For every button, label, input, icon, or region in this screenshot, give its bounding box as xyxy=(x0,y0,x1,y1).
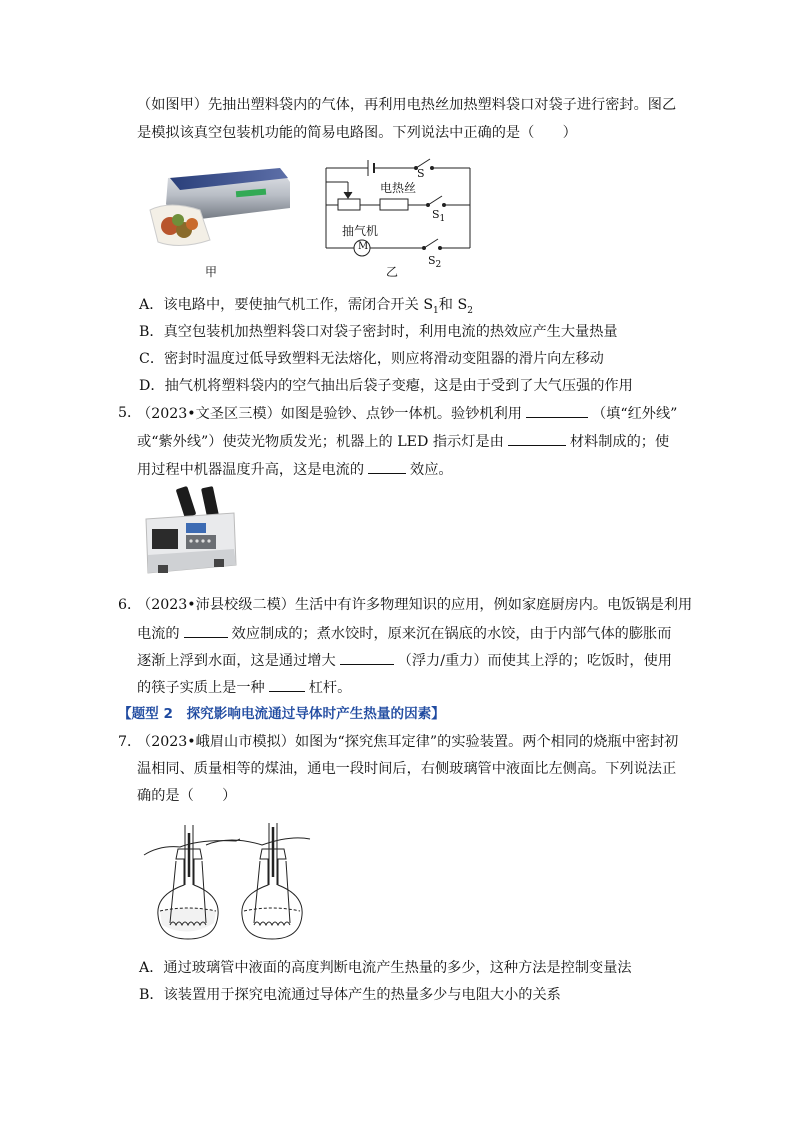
q6-text-line1: （2023•沛县校级二模）生活中有许多物理知识的应用，例如家庭厨房内。电饭锅是利用 xyxy=(137,597,693,613)
q5-text-line1: （2023•文圣区三模）如图是验钞、点钞一体机。验钞机利用 （填“红外线” xyxy=(137,403,677,424)
circuit-label-s1: $S_1$ xyxy=(432,208,446,225)
circuit-label-fan: 抽气机 xyxy=(342,224,379,238)
fig-jia-label: 甲 xyxy=(205,265,218,279)
q7-option-b: B．该装置用于探究电流通过导体产生的热量多少与电阻大小的关系 xyxy=(139,987,561,1003)
joule-apparatus-diagram xyxy=(140,815,330,945)
vacuum-sealer-image xyxy=(140,160,300,260)
q6-blank-2[interactable] xyxy=(340,650,394,665)
q5-blank-3[interactable] xyxy=(368,459,406,474)
q7-number: 7． xyxy=(118,734,142,750)
q5-blank-2[interactable] xyxy=(508,431,566,446)
q4-option-b: B．真空包装机加热塑料袋口对袋子密封时，利用电流的热效应产生大量热量 xyxy=(139,324,618,340)
q6-text-line4: 的筷子实质上是一种 杠杆。 xyxy=(137,677,351,698)
q6-text-line3: 逐渐上浮到水面，这是通过增大 （浮力/重力）而使其上浮的；吃饭时，使用 xyxy=(137,650,672,671)
q5-text-line2: 或“紫外线”）使荧光物质发光；机器上的 LED 指示灯是由 材料制成的；使 xyxy=(137,431,669,452)
fig-yi-label: 乙 xyxy=(386,265,399,279)
circuit-label-motor: M xyxy=(358,241,369,252)
q4-option-a: A．该电路中，要使抽气机工作，需闭合开关 $S_1$和 $S_2$ xyxy=(139,297,473,316)
q5-blank-1[interactable] xyxy=(526,403,588,418)
q5-number: 5． xyxy=(118,405,142,421)
q7-text-line2: 温相同、质量相等的煤油，通电一段时间后，右侧玻璃管中液面比左侧高。下列说法正 xyxy=(137,761,677,777)
money-counter-image xyxy=(140,483,240,580)
circuit-label-s2: $S_2$ xyxy=(428,254,442,271)
q6-text-line2: 电流的 效应制成的；煮水饺时，原来沉在锅底的水饺，由于内部气体的膨胀而 xyxy=(137,623,671,644)
q6-blank-3[interactable] xyxy=(269,677,305,692)
q6-blank-1[interactable] xyxy=(184,623,228,638)
q5-text-line3: 用过程中机器温度升高，这是电流的 效应。 xyxy=(137,459,453,480)
circuit-diagram xyxy=(318,150,478,275)
q6-number: 6． xyxy=(118,597,142,613)
q7-text-line3: 确的是（ ） xyxy=(137,788,237,804)
section-heading: 【题型 2 探究影响电流通过导体时产生热量的因素】 xyxy=(118,706,445,722)
q4-text-line2: 是模拟该真空包装机功能的简易电路图。下列说法中正确的是（ ） xyxy=(137,125,577,141)
q4-option-d: D．抽气机将塑料袋内的空气抽出后袋子变瘪，这是由于受到了大气压强的作用 xyxy=(139,378,633,394)
q4-option-c: C．密封时温度过低导致塑料无法熔化，则应将滑动变阻器的滑片向左移动 xyxy=(139,351,604,367)
circuit-label-heater: 电热丝 xyxy=(380,181,417,195)
circuit-label-s: S xyxy=(417,167,425,180)
q7-option-a: A．通过玻璃管中液面的高度判断电流产生热量的多少，这种方法是控制变量法 xyxy=(139,960,632,976)
q4-text-line1: （如图甲）先抽出塑料袋内的气体，再利用电热丝加热塑料袋口对袋子进行密封。图乙 xyxy=(137,97,677,113)
q7-text-line1: （2023•峨眉山市模拟）如图为“探究焦耳定律”的实验装置。两个相同的烧瓶中密封初 xyxy=(137,734,679,750)
